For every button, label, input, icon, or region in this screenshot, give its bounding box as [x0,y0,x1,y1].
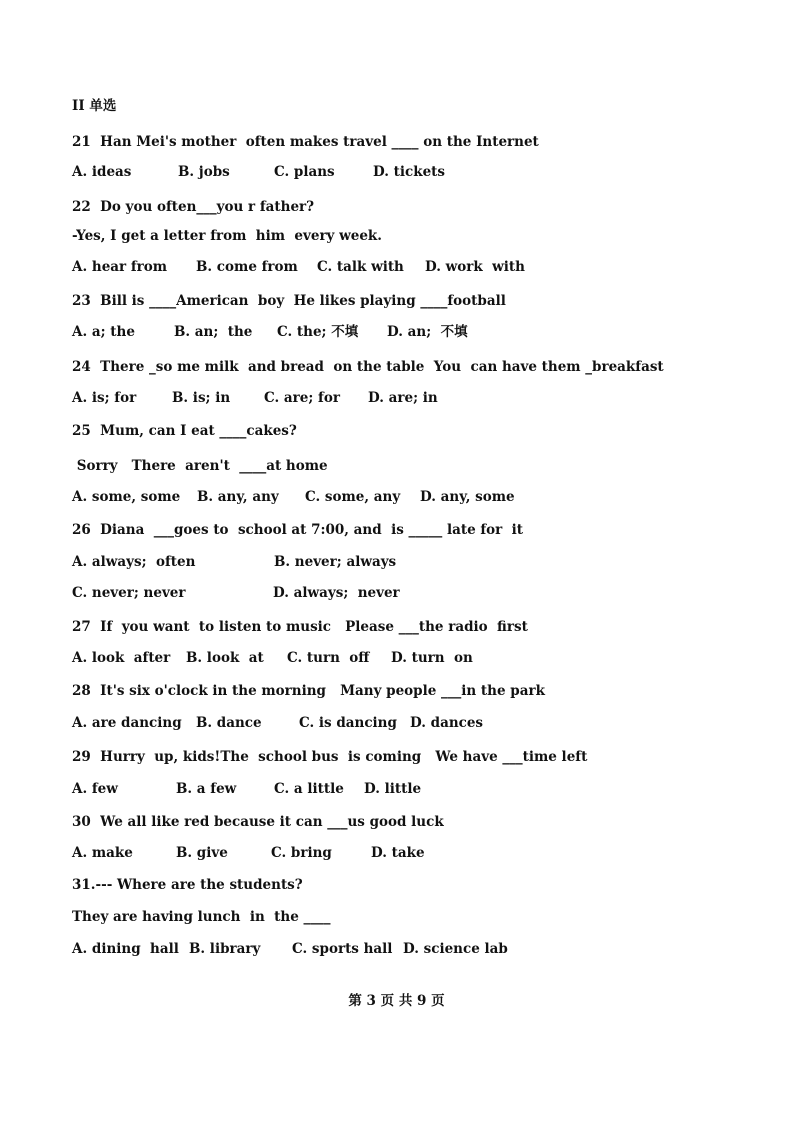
question-26-option-b: B. never; always [274,554,397,570]
question-25-stem-line-2: Sorry There aren't ____at home [72,458,328,474]
question-30-option-c: C. bring [271,845,332,861]
question-27-option-d: D. turn on [391,650,473,666]
question-27-option-b: B. look at [186,650,264,666]
question-24-option-b: B. is; in [172,390,231,406]
question-22-option-b: B. come from [196,259,298,275]
question-23-stem: 23 Bill is ____American boy He likes playing ____football [72,293,506,309]
question-29-option-a: A. few [72,781,118,797]
question-29-option-c: C. a little [274,781,344,797]
question-23-option-c: C. the; 不填 [277,324,359,340]
question-28-option-a: A. are dancing [72,715,182,731]
question-24-option-d: D. are; in [368,390,438,406]
question-31-option-c: C. sports hall [292,941,393,957]
page-footer: 第 3 页 共 9 页 [348,993,445,1009]
question-31-option-d: D. science lab [403,941,508,957]
question-31-option-b: B. library [189,941,261,957]
question-25-stem: 25 Mum, can I eat ____cakes? [72,423,297,439]
question-25-option-d: D. any, some [420,489,515,505]
question-26-option-c: C. never; never [72,585,186,601]
question-27-option-c: C. turn off [287,650,370,666]
question-26-option-d: D. always; never [273,585,400,601]
question-25-option-b: B. any, any [197,489,279,505]
question-25-option-a: A. some, some [72,489,181,505]
question-21-option-a: A. ideas [72,164,132,180]
question-23-option-b: B. an; the [174,324,253,340]
question-28-option-d: D. dances [410,715,484,731]
question-22-option-d: D. work with [425,259,525,275]
question-30-stem: 30 We all like red because it can ___us good luck [72,814,444,830]
question-23-option-d: D. an; 不填 [387,324,468,340]
question-21-option-b: B. jobs [178,164,230,180]
question-29-option-b: B. a few [176,781,237,797]
section-title: II 单选 [72,98,117,114]
question-24-option-a: A. is; for [72,390,137,406]
question-24-option-c: C. are; for [264,390,340,406]
question-21-option-d: D. tickets [373,164,445,180]
question-27-option-a: A. look after [72,650,171,666]
question-28-stem: 28 It's six o'clock in the morning Many people ___in the park [72,683,545,699]
question-21-option-c: C. plans [274,164,335,180]
question-25-option-c: C. some, any [305,489,401,505]
question-31-stem: 31.--- Where are the students? [72,877,303,893]
question-26-stem: 26 Diana ___goes to school at 7:00, and is _____ late for it [72,522,524,538]
question-22-stem-line-2: -Yes, I get a letter from him every week. [72,228,382,244]
question-22-option-c: C. talk with [317,259,404,275]
question-22-stem: 22 Do you often___you r father? [72,199,315,215]
question-31-stem-line-2: They are having lunch in the ____ [72,909,331,925]
question-29-stem: 29 Hurry up, kids!The school bus is coming We have ___time left [72,749,588,765]
question-21-stem: 21 Han Mei's mother often makes travel ____ on the Internet [72,134,539,150]
question-22-option-a: A. hear from [72,259,168,275]
question-28-option-c: C. is dancing [299,715,397,731]
question-24-stem: 24 There _so me milk and bread on the table You can have them _breakfast [72,359,664,375]
question-30-option-a: A. make [72,845,133,861]
question-26-option-a: A. always; often [72,554,196,570]
question-31-option-a: A. dining hall [72,941,179,957]
question-23-option-a: A. a; the [72,324,135,340]
question-28-option-b: B. dance [196,715,262,731]
question-27-stem: 27 If you want to listen to music Please ___the radio first [72,619,528,635]
question-29-option-d: D. little [364,781,422,797]
question-30-option-d: D. take [371,845,425,861]
question-30-option-b: B. give [176,845,228,861]
